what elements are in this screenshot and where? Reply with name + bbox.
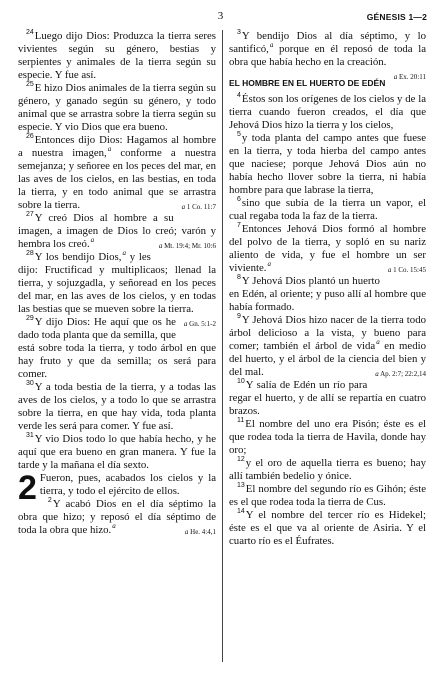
cross-reference-marker: a bbox=[184, 528, 189, 536]
cross-reference-marker: a bbox=[375, 370, 379, 378]
verse-1-24 bbox=[18, 30, 216, 82]
verse-text: Fueron, pues, acabados los cielos y la tierra, y todo el ejército de ellos. bbox=[39, 472, 216, 497]
verse-text: y toda planta del campo antes que fuese en la tierra, y toda hierba del campo antes que naciese; porque Jehová Dios aún no había hecho llover sobre la tierra, ni había hombre para que labrase la tierra, bbox=[229, 132, 426, 196]
cross-reference bbox=[386, 71, 426, 84]
left-column bbox=[18, 30, 216, 539]
verse-text-cont: y les dijo: Fructificad y multiplicaos; llenad la tierra, y sojuzgadla, y señoread en los peces del mar, en las aves de los cielos, y en todas las bestias que se mueven sobre la tierra. bbox=[18, 251, 216, 315]
verse-number: 3 bbox=[237, 29, 241, 37]
cross-reference bbox=[367, 368, 426, 381]
verse-number: 4 bbox=[237, 92, 241, 100]
verse-text: Luego dijo Dios: Produzca la tierra seres vivientes según su género, bestias y serpientes y animales de la tierra según su especie. Y fue así. bbox=[18, 30, 216, 81]
right-column bbox=[229, 30, 426, 548]
verse-2-8 bbox=[229, 275, 426, 314]
cross-reference bbox=[174, 201, 216, 214]
footnote-marker: a bbox=[107, 145, 112, 154]
cross-reference-marker: a bbox=[158, 242, 163, 250]
verse-number: 12 bbox=[237, 456, 245, 464]
footnote-marker: a bbox=[122, 249, 126, 258]
cross-reference bbox=[151, 240, 216, 253]
verse-1-30 bbox=[18, 381, 216, 433]
cross-reference-text: Gn. 5:1-2 bbox=[189, 320, 216, 328]
running-head: GÉNESIS 1—2 bbox=[366, 12, 427, 22]
cross-reference bbox=[176, 318, 216, 331]
verse-text: Entonces Jehová Dios formó al hombre del polvo de la tierra, y sopló en su nariz aliento de vida, y fue el hombre un ser viviente. bbox=[229, 223, 426, 274]
cross-reference-text: 1 Co. 15:45 bbox=[393, 266, 426, 274]
verse-number: 24 bbox=[26, 29, 34, 37]
verse-2-11 bbox=[229, 418, 426, 457]
chapter-number: 2 bbox=[18, 469, 37, 507]
verse-1-26 bbox=[18, 134, 216, 212]
verse-text: Y bendijo Dios al día séptimo, y lo santificó, bbox=[229, 30, 426, 55]
verse-number: 25 bbox=[26, 81, 34, 89]
verse-text: Y salía de Edén un río para regar el huerto, y de allí se repartía en cuatro brazos. bbox=[229, 379, 426, 417]
verse-number: 7 bbox=[237, 222, 241, 230]
footnote-marker: a bbox=[376, 338, 380, 347]
verse-2-2 bbox=[18, 498, 216, 537]
verse-text: Y creó Dios al hombre a su imagen, a imagen de Dios lo creó; varón y hembra los creó. bbox=[18, 212, 216, 250]
cross-reference bbox=[380, 264, 426, 277]
verse-text: El nombre del uno era Pisón; éste es el que rodea toda la tierra de Havila, donde hay oro; bbox=[229, 418, 426, 456]
verse-text: E hizo Dios animales de la tierra según su género, y ganado según su género, y todo animal que se arrastra sobre la tierra según su especie. Y vio Dios que era bueno. bbox=[18, 82, 216, 133]
verse-number: 26 bbox=[26, 133, 34, 141]
verse-number: 5 bbox=[237, 131, 241, 139]
verse-text: Y Jehová Dios plantó un huerto en Edén, al oriente; y puso allí al hombre que había formado. bbox=[229, 275, 426, 313]
verse-number: 31 bbox=[26, 432, 34, 440]
verse-text: Y los bendijo Dios, bbox=[34, 251, 122, 263]
column-divider bbox=[222, 30, 223, 662]
verse-2-4 bbox=[229, 93, 426, 132]
verse-number: 6 bbox=[237, 196, 241, 204]
verse-text: Y Jehová Dios hizo nacer de la tierra todo árbol delicioso a la vista, y bueno para comer; también el árbol de vida bbox=[229, 314, 426, 352]
verse-text: y el oro de aquella tierra es bueno; hay allí también bedelio y ónice. bbox=[229, 457, 426, 482]
verse-2-5 bbox=[229, 132, 426, 197]
cross-reference-text: Ap. 2:7; 22:2,14 bbox=[380, 370, 426, 378]
verse-2-14 bbox=[229, 509, 426, 548]
cross-reference-text: He. 4:4,1 bbox=[190, 528, 216, 536]
footnote-marker: a bbox=[267, 260, 271, 269]
verse-text: Y el nombre del tercer río es Hidekel; éste es el que va al oriente de Asiria. Y el cuarto río es el Éufrates. bbox=[229, 509, 426, 547]
verse-2-12 bbox=[229, 457, 426, 483]
cross-reference-text: 1 Co. 11:7 bbox=[186, 203, 216, 211]
cross-reference-marker: a bbox=[393, 73, 398, 81]
cross-reference-text: Ex. 20:11 bbox=[399, 73, 426, 81]
verse-2-6 bbox=[229, 197, 426, 223]
verse-number: 13 bbox=[237, 482, 245, 490]
verse-text: Y acabó Dios en el día séptimo la obra que hizo; y reposó el día séptimo de toda la obra que hizo. bbox=[18, 498, 216, 536]
verse-2-7 bbox=[229, 223, 426, 275]
verse-text-cont: en medio del huerto, y el árbol de la ciencia del bien y del mal. bbox=[229, 340, 426, 378]
verse-text: sino que subía de la tierra un vapor, el cual regaba toda la faz de la tierra. bbox=[229, 197, 426, 222]
footnote-marker: a bbox=[90, 236, 95, 245]
verse-number: 14 bbox=[237, 508, 245, 516]
cross-reference-marker: a bbox=[183, 320, 188, 328]
verse-text: Y dijo Dios: He aquí que os he dado toda planta que da semilla, que está sobre toda la tierra, y todo árbol en que hay fruto y que da semilla; os será para comer. bbox=[18, 316, 216, 380]
verse-text-cont: conforme a nuestra semejanza; y señoree en los peces del mar, en las aves de los cielos, en las bestias, en toda la tierra, y en todo animal que se arrastra sobre la tierra. bbox=[18, 147, 216, 211]
chapter-2-opening bbox=[18, 469, 216, 507]
verse-number: 27 bbox=[26, 211, 34, 219]
verse-2-9 bbox=[229, 314, 426, 379]
cross-reference-marker: a bbox=[387, 266, 392, 274]
verse-number: 2 bbox=[47, 497, 52, 505]
verse-text: Y a toda bestia de la tierra, y a todas las aves de los cielos, y a todo lo que se arrastra sobre la tierra, en que hay vida, toda planta verde les será para comer. Y fue así. bbox=[18, 381, 216, 432]
verse-2-10 bbox=[229, 379, 426, 418]
verse-1-25 bbox=[18, 82, 216, 134]
verse-number: 9 bbox=[237, 313, 241, 321]
footnote-marker: a bbox=[112, 522, 116, 531]
footnote-marker: a bbox=[269, 41, 274, 50]
verse-number: 30 bbox=[26, 380, 34, 388]
cross-reference-marker: a bbox=[181, 203, 186, 211]
verse-text: El nombre del segundo río es Gihón; éste es el que rodea toda la tierra de Cus. bbox=[229, 483, 426, 508]
verse-text: Éstos son los orígenes de los cielos y de la tierra cuando fueron creados, el día que Jehová Dios hizo la tierra y los cielos, bbox=[229, 93, 426, 131]
section-heading: EL HOMBRE EN EL HUERTO DE EDÉN bbox=[229, 78, 386, 88]
verse-text: Entonces dijo Dios: Hagamos al hombre a nuestra imagen, bbox=[18, 134, 216, 159]
verse-number: 8 bbox=[237, 274, 241, 282]
verse-number: 29 bbox=[26, 315, 34, 323]
page-number: 3 bbox=[217, 10, 224, 22]
verse-number: 28 bbox=[26, 250, 34, 258]
verse-number: 10 bbox=[237, 378, 245, 386]
verse-2-3 bbox=[229, 29, 426, 81]
verse-text-cont: porque en él reposó de toda la obra que había hecho en la creación. bbox=[229, 43, 426, 68]
cross-reference bbox=[177, 526, 216, 539]
verse-1-31 bbox=[18, 433, 216, 472]
cross-reference-text: Mt. 19:4; Mr. 10:6 bbox=[164, 242, 216, 250]
verse-text: Y vio Dios todo lo que había hecho, y he aquí que era bueno en gran manera. Y fue la tarde y la mañana el día sexto. bbox=[18, 433, 216, 471]
verse-2-13 bbox=[229, 483, 426, 509]
verse-1-27 bbox=[18, 212, 216, 251]
verse-number: 11 bbox=[237, 417, 245, 425]
